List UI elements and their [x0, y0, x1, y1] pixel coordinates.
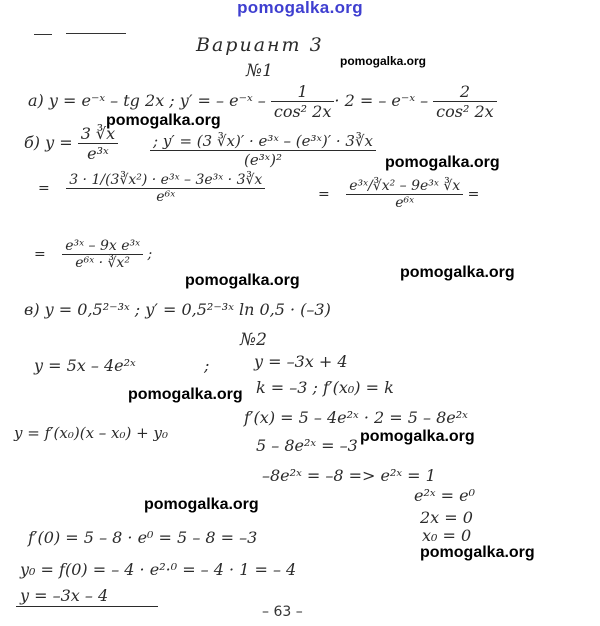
site-watermark-7[interactable]: pomogalka.org: [144, 496, 259, 513]
site-watermark-2[interactable]: pomogalka.org: [385, 154, 500, 171]
line-b-frac-num: 3 ∛x: [80, 124, 116, 143]
line-b3-num: e³ˣ/∛x² – 9e³ˣ ∛x: [349, 178, 461, 194]
top-left-dash-1: [34, 34, 52, 35]
line-a-frac2-num: 2: [459, 82, 471, 101]
line-b2-fraction: [66, 172, 265, 205]
answer-underline: [16, 606, 158, 607]
site-watermark-4[interactable]: pomogalka.org: [185, 272, 300, 289]
site-watermark-3[interactable]: pomogalka.org: [400, 264, 515, 281]
line-b-derivative-fraction: [150, 132, 376, 169]
task2-equation-4: 2x = 0: [420, 508, 473, 527]
top-left-dash-2: [66, 33, 126, 34]
task2-answer: y = –3x – 4: [20, 586, 109, 605]
line-b-derivative: [150, 132, 376, 169]
task-1-heading: №1: [246, 61, 273, 81]
line-b-deriv-den: (e³ˣ)²: [150, 150, 376, 169]
line-b3: [318, 178, 479, 211]
line-b2-equals: =: [38, 180, 50, 197]
task2-tangent-formula: y = f′(x₀)(x – x₀) + y₀: [14, 424, 168, 442]
line-b-fraction: [78, 124, 118, 163]
task2-derivative: f′(x) = 5 – 4e²ˣ · 2 = 5 – 8e²ˣ: [244, 408, 468, 427]
line-b3-den: e⁶ˣ: [346, 194, 463, 211]
site-watermark-1[interactable]: pomogalka.org: [106, 112, 221, 129]
line-b4-num: e³ˣ – 9x e³ˣ: [65, 238, 141, 254]
page-number: – 63 –: [262, 604, 303, 620]
line-b4-fraction: [62, 238, 143, 271]
line-b2-num: 3 · 1/(3∛x²) · e³ˣ – 3e³ˣ · 3∛x: [69, 172, 263, 188]
task2-equation-2: –8e²ˣ = –8 => e²ˣ = 1: [262, 466, 436, 485]
site-watermark-6[interactable]: pomogalka.org: [360, 428, 475, 445]
task2-semicolon: ;: [204, 356, 210, 375]
line-b-deriv-num: ; y′ = (3 ∛x)′ · e³ˣ – (e³ˣ)′ · 3∛x: [153, 132, 373, 150]
line-b2-den: e⁶ˣ: [66, 188, 265, 205]
line-b2: [38, 172, 265, 205]
task2-equation-3: e²ˣ = e⁰: [414, 486, 476, 505]
site-watermark-top[interactable]: pomogalka.org: [237, 0, 363, 17]
line-b3-equals-end: =: [467, 186, 480, 203]
line-b-label: б) y =: [24, 133, 78, 152]
line-b-frac-den: e³ˣ: [78, 143, 118, 163]
task2-f-prime-zero: f′(0) = 5 – 8 · e⁰ = 5 – 8 = –3: [28, 528, 258, 547]
line-a-text: а) y = e⁻ˣ – tg 2x ; y′ = – e⁻ˣ –: [28, 91, 271, 110]
task2-slope: k = –3 ; f′(x₀) = k: [256, 378, 394, 397]
line-b4-den: e⁶ˣ · ∛x²: [62, 254, 143, 271]
site-watermark-5[interactable]: pomogalka.org: [128, 386, 243, 403]
line-b: [24, 124, 118, 163]
line-a-frac1-den: cos² 2x: [271, 101, 335, 121]
line-a-frac1-num: 1: [297, 82, 308, 101]
line-b4-equals: =: [34, 246, 46, 263]
task2-equation-5: x₀ = 0: [422, 526, 472, 545]
site-watermark-8[interactable]: pomogalka.org: [420, 544, 535, 561]
line-a-frac2-den: cos² 2x: [433, 101, 497, 121]
task2-y0: y₀ = f(0) = – 4 · e²·⁰ = – 4 · 1 = – 4: [20, 560, 297, 579]
line-a: [28, 82, 497, 121]
variant-title: Вариант 3: [196, 34, 324, 56]
task-2-heading: №2: [240, 330, 267, 350]
line-b3-fraction: [346, 178, 463, 211]
task2-line: y = –3x + 4: [254, 352, 348, 371]
task2-function: y = 5x – 4e²ˣ: [34, 356, 136, 375]
line-v: в) y = 0,5²⁻³ˣ ; y′ = 0,5²⁻³ˣ ln 0,5 · (–3): [24, 300, 331, 319]
line-b4: = $\frac{\text{e³ˣ – 9x e³ˣ}}{\text{e⁶ˣ · ∛x²}}$ ;: [34, 238, 153, 271]
task2-equation-1: 5 – 8e²ˣ = –3: [256, 436, 358, 455]
line-a-fraction-2: [433, 82, 497, 121]
line-a-middle: · 2 = – e⁻ˣ –: [334, 91, 434, 110]
site-watermark-small[interactable]: pomogalka.org: [340, 54, 427, 68]
line-b3-equals: =: [318, 186, 330, 203]
line-a-fraction-1: [271, 82, 335, 121]
